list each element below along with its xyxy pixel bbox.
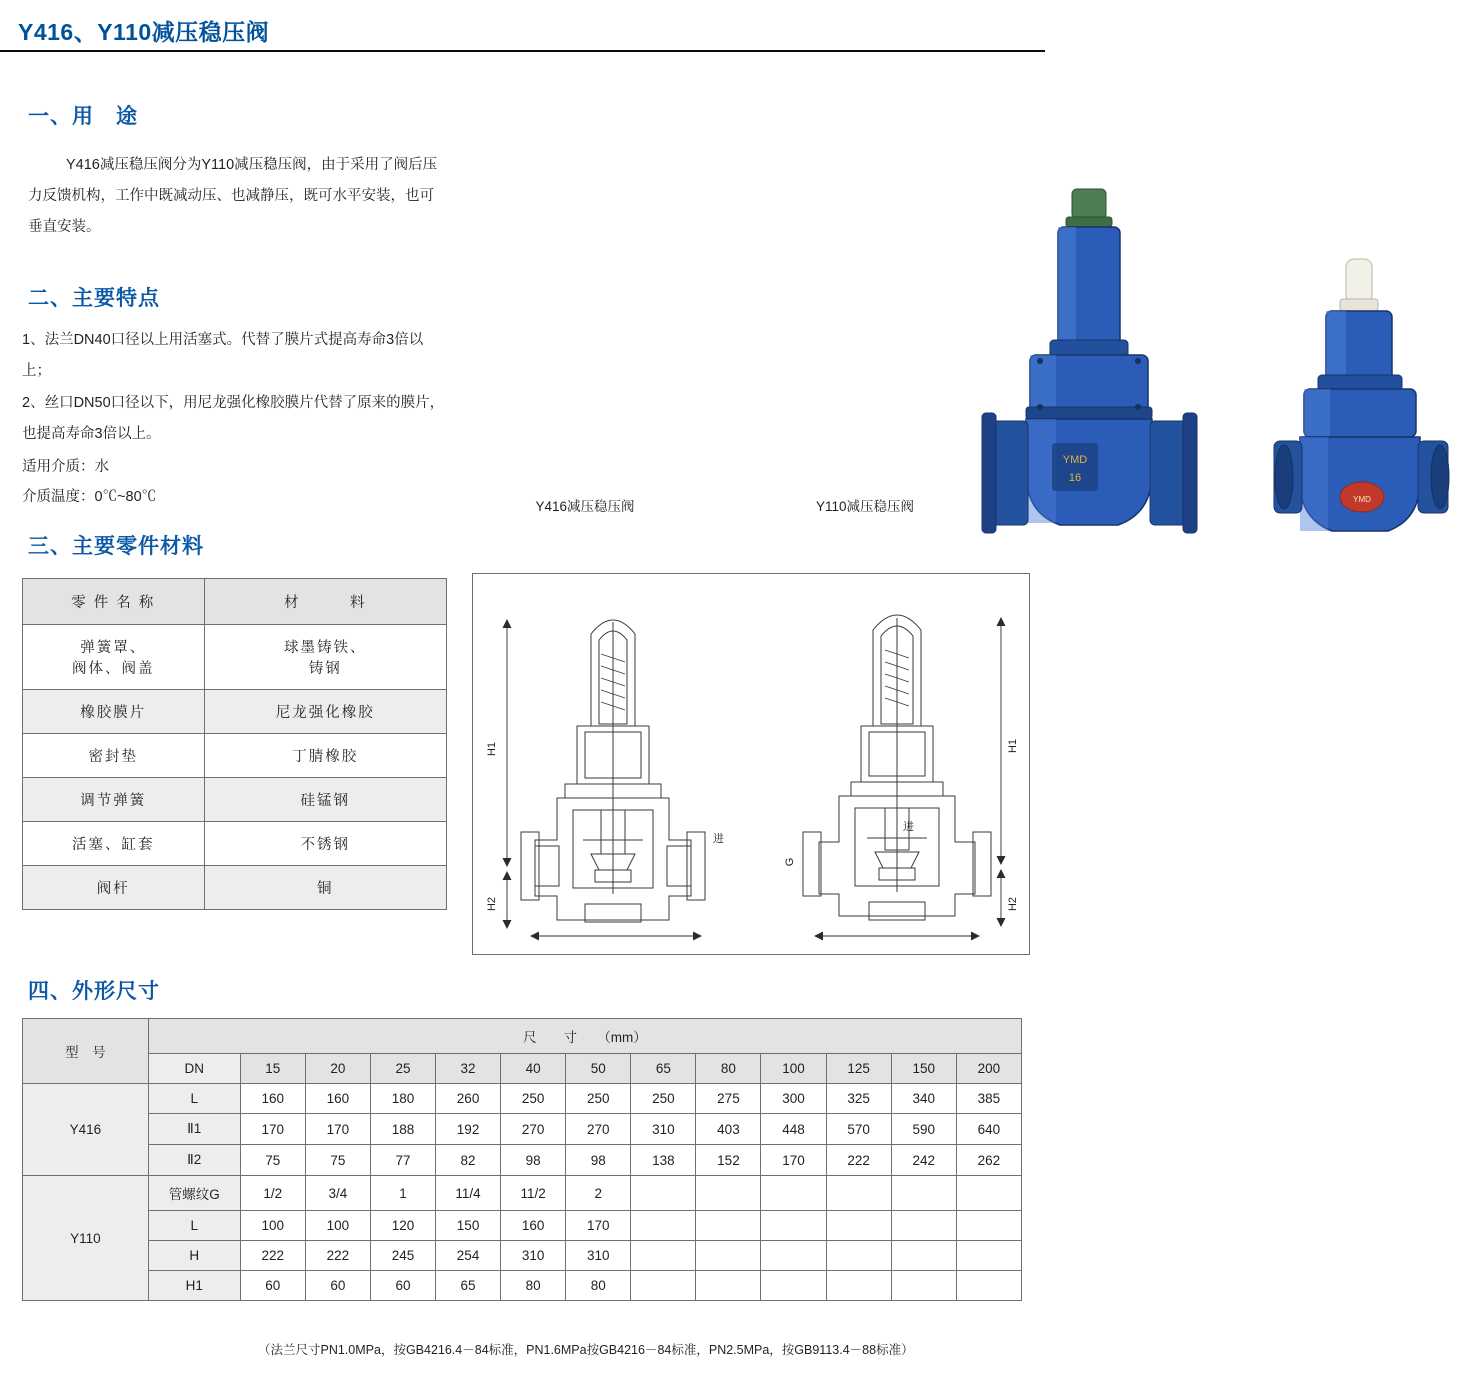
cell: 80 xyxy=(501,1271,566,1301)
label-h1-right: H1 xyxy=(1007,738,1019,754)
cell: 1/2 xyxy=(240,1176,305,1211)
svg-text:YMD: YMD xyxy=(1353,495,1371,504)
cell: 180 xyxy=(370,1084,435,1114)
cell: 160 xyxy=(240,1084,305,1114)
product-caption-y110: Y110减压稳压阀 xyxy=(815,499,915,514)
cell xyxy=(761,1176,826,1211)
material-header-part: 零 件 名 称 xyxy=(23,579,205,625)
cell: 150 xyxy=(436,1211,501,1241)
dn-value-11: 200 xyxy=(956,1054,1021,1084)
cell: 75 xyxy=(240,1145,305,1176)
section-heading-materials: 三、主要零件材料 xyxy=(28,535,204,558)
dn-value-4: 40 xyxy=(501,1054,566,1084)
cell: 60 xyxy=(305,1271,370,1301)
cell: 138 xyxy=(631,1145,696,1176)
table-footnote: （法兰尺寸PN1.0MPa，按GB4216.4－84标准，PN1.6MPa按GB4216－84标准，PN2.5MPa，按GB9113.4－88标准） xyxy=(258,1343,914,1357)
table-row xyxy=(23,1176,1022,1211)
cell: 640 xyxy=(956,1114,1021,1145)
cell: 11/2 xyxy=(501,1176,566,1211)
cell: 254 xyxy=(436,1241,501,1271)
feature-item-1: 1、法兰DN40口径以上用活塞式。代替了膜片式提高寿命3倍以上； xyxy=(22,332,424,379)
cell xyxy=(891,1271,956,1301)
page-title: Y416、Y110减压稳压阀 xyxy=(18,19,270,45)
material-part-5: 活塞、缸套 xyxy=(23,822,205,866)
dn-value-3: 32 xyxy=(436,1054,501,1084)
cell: 270 xyxy=(501,1114,566,1145)
cell: 245 xyxy=(370,1241,435,1271)
cell: 170 xyxy=(566,1211,631,1241)
cell: 310 xyxy=(631,1114,696,1145)
cell: 403 xyxy=(696,1114,761,1145)
dimension-table xyxy=(22,1018,1022,1301)
cell xyxy=(891,1211,956,1241)
cell: 325 xyxy=(826,1084,891,1114)
cell xyxy=(826,1271,891,1301)
cell: 98 xyxy=(501,1145,566,1176)
material-value-2: 尼龙强化橡胶 xyxy=(204,690,446,734)
cell: 2 xyxy=(566,1176,631,1211)
dn-value-0: 15 xyxy=(240,1054,305,1084)
product-images xyxy=(470,85,1371,515)
cell: 310 xyxy=(566,1241,631,1271)
table-row xyxy=(23,1114,1022,1145)
cell: 222 xyxy=(305,1241,370,1271)
cell: 100 xyxy=(305,1211,370,1241)
cell: 170 xyxy=(240,1114,305,1145)
dim-rowlabel-y110-l: L xyxy=(148,1211,240,1241)
dim-model-y416: Y416 xyxy=(23,1084,149,1176)
cell xyxy=(696,1241,761,1271)
dn-value-8: 100 xyxy=(761,1054,826,1084)
dn-value-7: 80 xyxy=(696,1054,761,1084)
cell: 77 xyxy=(370,1145,435,1176)
section-heading-use: 一、用 途 xyxy=(28,105,138,128)
material-value-1: 球墨铸铁、 铸钢 xyxy=(204,625,446,690)
cell: 260 xyxy=(436,1084,501,1114)
table-row xyxy=(23,690,447,734)
table-row xyxy=(23,1145,1022,1176)
section-heading-features: 二、主要特点 xyxy=(28,287,160,310)
cell: 75 xyxy=(305,1145,370,1176)
cell xyxy=(631,1271,696,1301)
dn-value-10: 150 xyxy=(891,1054,956,1084)
table-row xyxy=(23,625,447,690)
cell xyxy=(891,1176,956,1211)
cell xyxy=(956,1241,1021,1271)
cell: 160 xyxy=(305,1084,370,1114)
dim-header-dn: DN xyxy=(148,1054,240,1084)
dn-value-5: 50 xyxy=(566,1054,631,1084)
material-value-5: 不锈钢 xyxy=(204,822,446,866)
material-table xyxy=(22,578,447,910)
cell xyxy=(696,1271,761,1301)
table-header-row xyxy=(23,1054,1022,1084)
table-row xyxy=(23,822,447,866)
cell xyxy=(956,1271,1021,1301)
feature-medium: 适用介质：水 xyxy=(22,459,109,475)
product-caption-y416: Y416减压稳压阀 xyxy=(535,499,635,514)
cell: 1 xyxy=(370,1176,435,1211)
table-row xyxy=(23,734,447,778)
cell: 120 xyxy=(370,1211,435,1241)
table-row xyxy=(23,1211,1022,1241)
dim-rowlabel-y416-l: L xyxy=(148,1084,240,1114)
cell xyxy=(891,1241,956,1271)
svg-text:YMD: YMD xyxy=(1062,454,1088,466)
cell: 262 xyxy=(956,1145,1021,1176)
cell xyxy=(631,1176,696,1211)
dim-model-y110: Y110 xyxy=(23,1176,149,1301)
cell xyxy=(696,1211,761,1241)
cell: 11/4 xyxy=(436,1176,501,1211)
cell: 310 xyxy=(501,1241,566,1271)
table-row xyxy=(23,1084,1022,1114)
feature-temperature: 介质温度：0℃~80℃ xyxy=(22,489,157,505)
cell: 82 xyxy=(436,1145,501,1176)
cell: 385 xyxy=(956,1084,1021,1114)
cell: 242 xyxy=(891,1145,956,1176)
cell: 100 xyxy=(240,1211,305,1241)
cell xyxy=(761,1241,826,1271)
table-row xyxy=(23,1271,1022,1301)
cell xyxy=(696,1176,761,1211)
dim-header-size: 尺 寸 （mm） xyxy=(148,1019,1021,1054)
label-inlet-right: 进 xyxy=(903,821,914,833)
label-h2-right: H2 xyxy=(1007,896,1019,912)
material-value-3: 丁腈橡胶 xyxy=(204,734,446,778)
cell: 192 xyxy=(436,1114,501,1145)
material-value-6: 铜 xyxy=(204,866,446,910)
material-part-4: 调节弹簧 xyxy=(23,778,205,822)
cell: 275 xyxy=(696,1084,761,1114)
cell: 98 xyxy=(566,1145,631,1176)
technical-drawing-box xyxy=(472,573,1030,955)
cell: 60 xyxy=(240,1271,305,1301)
label-inlet-left: 进 xyxy=(713,833,724,845)
table-header-row xyxy=(23,579,447,625)
cell: 250 xyxy=(566,1084,631,1114)
dim-rowlabel-y416-h2: Ⅱ2 xyxy=(148,1145,240,1176)
cell xyxy=(761,1271,826,1301)
cell: 65 xyxy=(436,1271,501,1301)
table-row xyxy=(23,866,447,910)
cell: 160 xyxy=(501,1211,566,1241)
dim-rowlabel-y110-g: 管螺纹G xyxy=(148,1176,240,1211)
label-h1-left: H1 xyxy=(486,741,498,757)
material-part-1: 弹簧罩、 阀体、阀盖 xyxy=(23,625,205,690)
cell xyxy=(956,1176,1021,1211)
material-value-4: 硅锰钢 xyxy=(204,778,446,822)
label-g: G xyxy=(784,857,796,867)
cell xyxy=(826,1211,891,1241)
cell xyxy=(956,1211,1021,1241)
label-h2-left: H2 xyxy=(486,896,498,912)
cell: 570 xyxy=(826,1114,891,1145)
material-part-3: 密封垫 xyxy=(23,734,205,778)
page-header xyxy=(0,0,1045,52)
cell xyxy=(631,1211,696,1241)
valve-illustration-y416 xyxy=(980,185,1200,565)
cell: 448 xyxy=(761,1114,826,1145)
cell: 222 xyxy=(826,1145,891,1176)
cell: 270 xyxy=(566,1114,631,1145)
feature-item-2: 2、丝口DN50口径以下，用尼龙强化橡胶膜片代替了原来的膜片，也提高寿命3倍以上。 xyxy=(22,395,445,442)
material-part-6: 阀杆 xyxy=(23,866,205,910)
cell: 152 xyxy=(696,1145,761,1176)
dn-value-1: 20 xyxy=(305,1054,370,1084)
cell: 60 xyxy=(370,1271,435,1301)
dim-header-model: 型 号 xyxy=(23,1019,149,1084)
material-part-2: 橡胶膜片 xyxy=(23,690,205,734)
cell xyxy=(826,1176,891,1211)
cell: 590 xyxy=(891,1114,956,1145)
dim-rowlabel-y110-h: H xyxy=(148,1241,240,1271)
dim-rowlabel-y416-h: Ⅱ1 xyxy=(148,1114,240,1145)
cell: 188 xyxy=(370,1114,435,1145)
table-row xyxy=(23,1241,1022,1271)
svg-text:16: 16 xyxy=(1068,472,1082,484)
dim-rowlabel-y110-h1: H1 xyxy=(148,1271,240,1301)
dn-value-2: 25 xyxy=(370,1054,435,1084)
dn-value-6: 65 xyxy=(631,1054,696,1084)
cell: 340 xyxy=(891,1084,956,1114)
cell xyxy=(761,1211,826,1241)
cell: 80 xyxy=(566,1271,631,1301)
table-header-row xyxy=(23,1019,1022,1054)
section-heading-dimensions: 四、外形尺寸 xyxy=(28,980,160,1003)
dn-value-9: 125 xyxy=(826,1054,891,1084)
cell: 250 xyxy=(631,1084,696,1114)
cell: 300 xyxy=(761,1084,826,1114)
cell: 170 xyxy=(305,1114,370,1145)
cell: 3/4 xyxy=(305,1176,370,1211)
use-paragraph: Y416减压稳压阀分为Y110减压稳压阀，由于采用了阀后压力反馈机构，工作中既减动压、也减静压，既可水平安装，也可垂直安装。 xyxy=(28,157,438,235)
table-row xyxy=(23,778,447,822)
cell: 222 xyxy=(240,1241,305,1271)
cell xyxy=(826,1241,891,1271)
cell: 250 xyxy=(501,1084,566,1114)
technical-drawings xyxy=(473,574,1029,954)
valve-illustration-y110 xyxy=(1270,255,1460,565)
cell: 170 xyxy=(761,1145,826,1176)
material-header-mat: 材 料 xyxy=(204,579,446,625)
cell xyxy=(631,1241,696,1271)
